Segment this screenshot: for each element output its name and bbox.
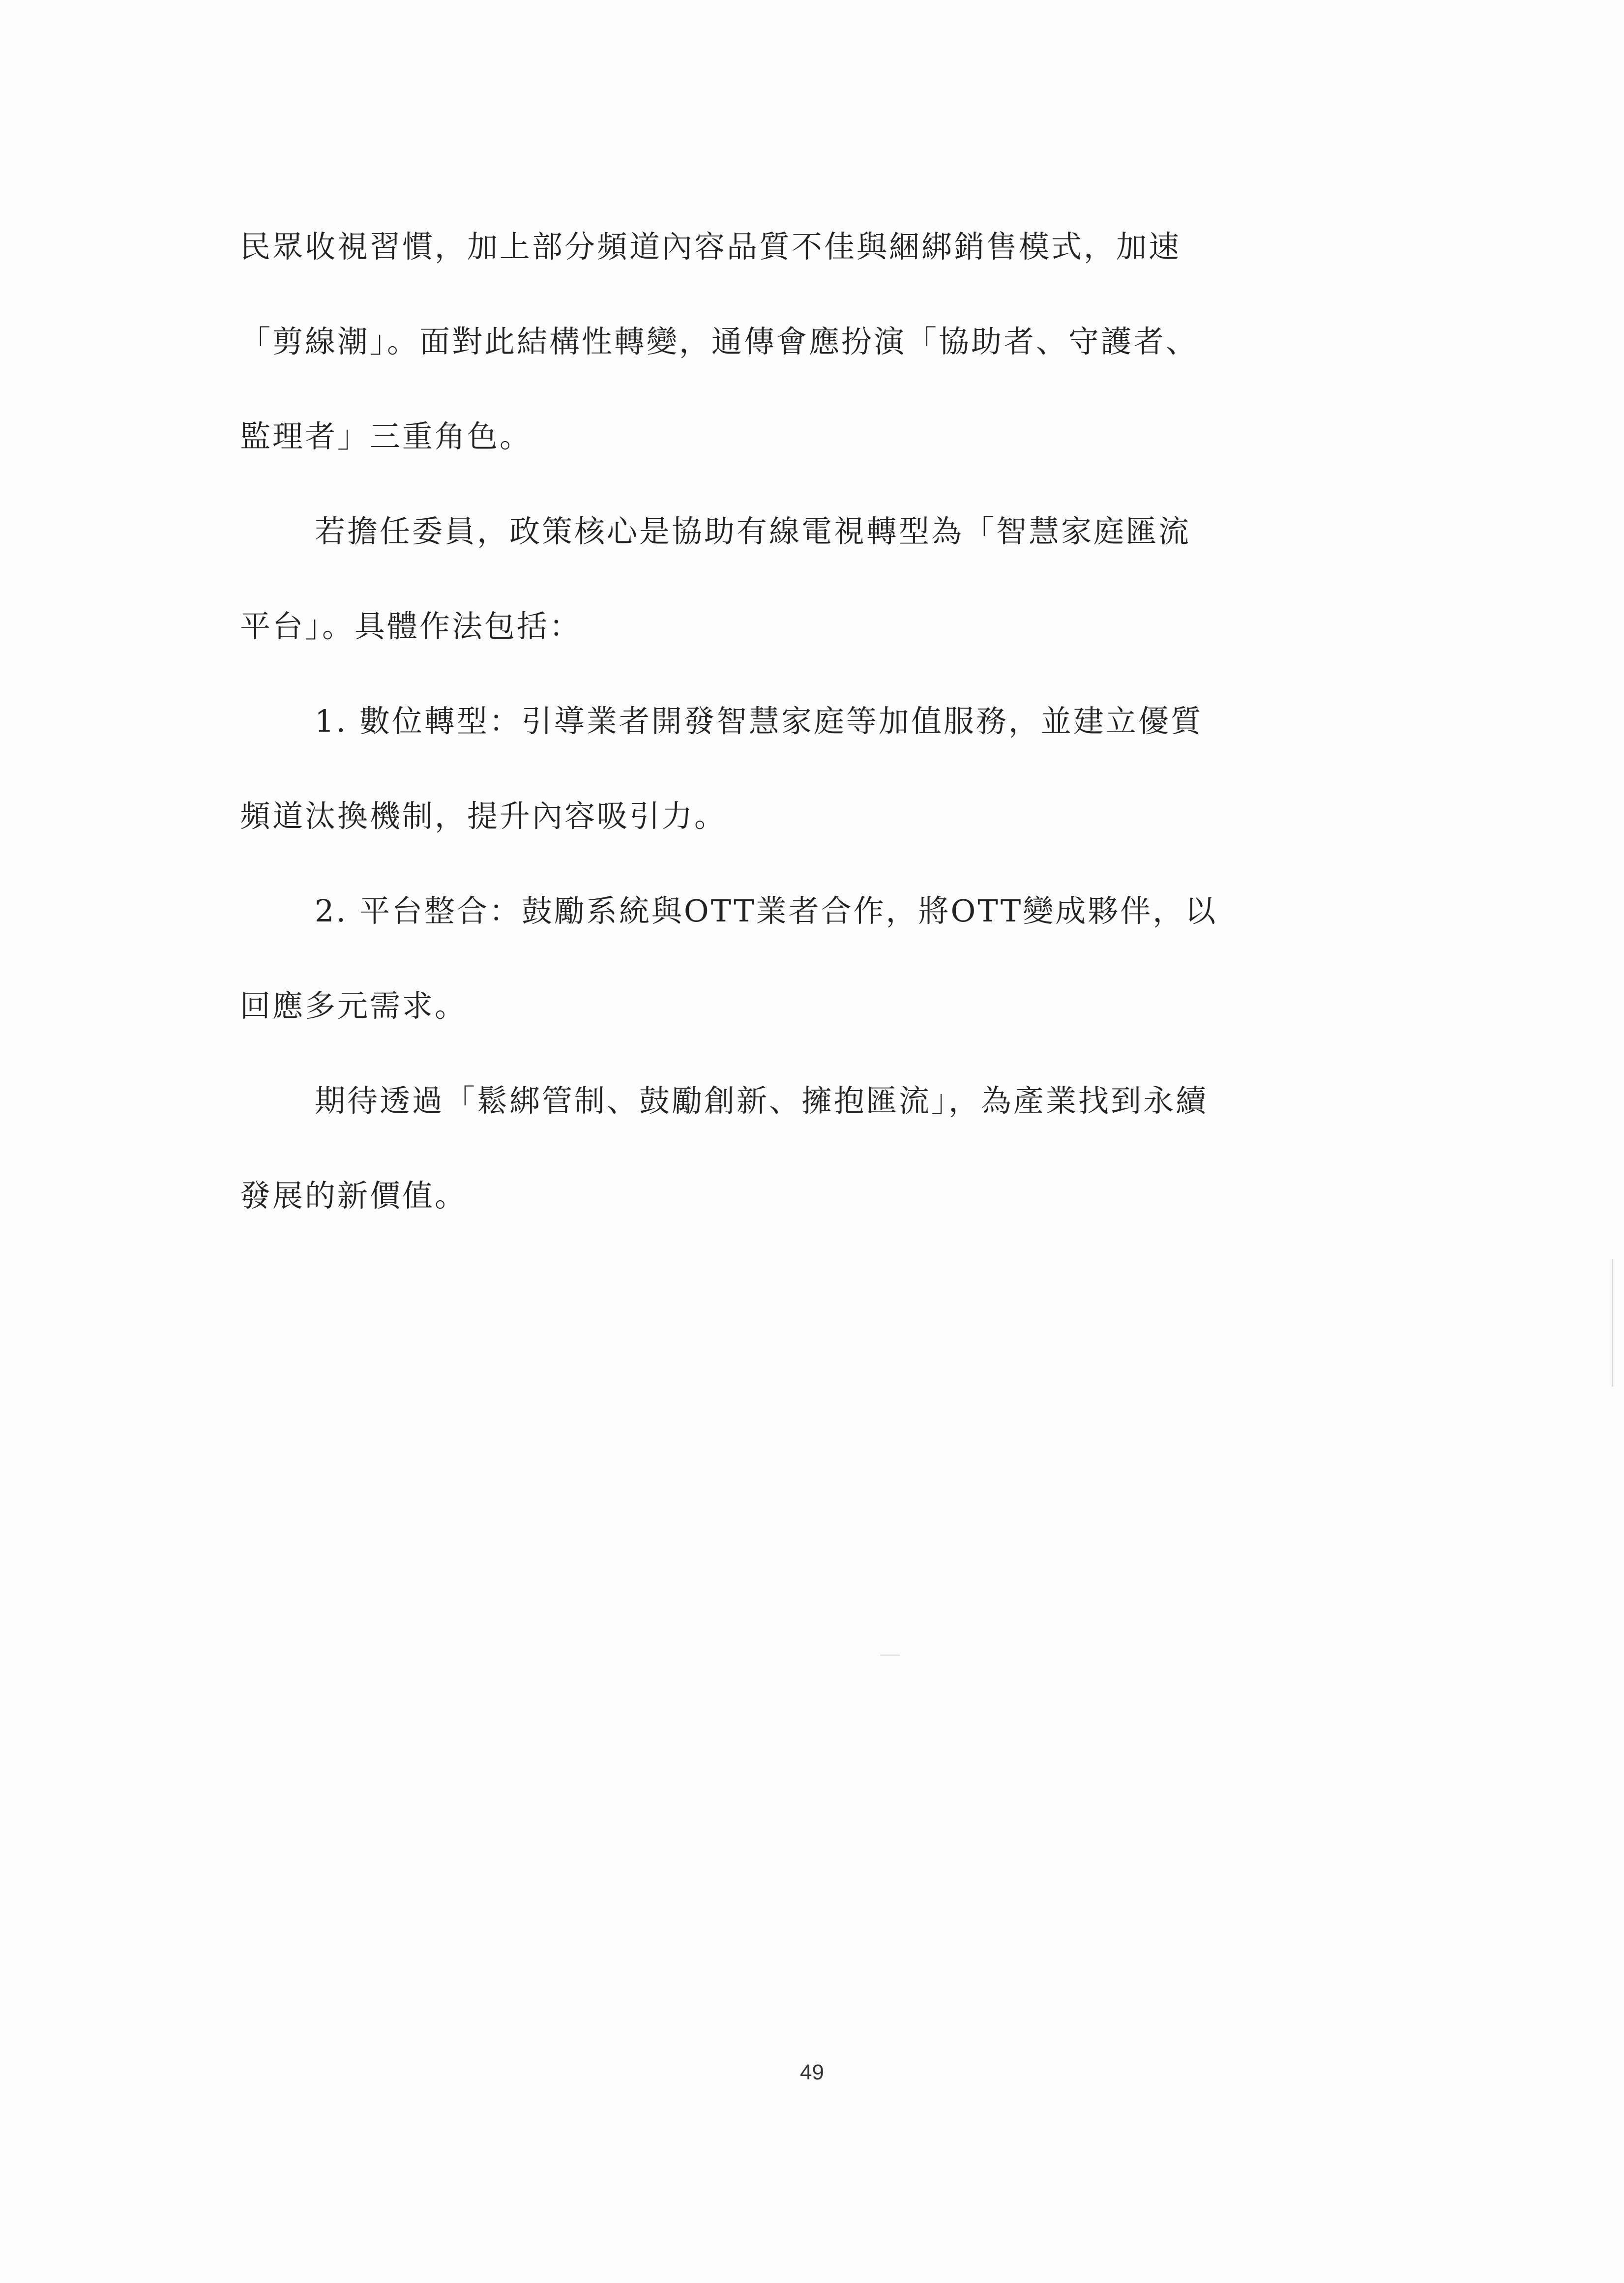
paragraph-2-line-2: 平台」。具體作法包括： xyxy=(240,608,582,644)
scan-artifact-margin xyxy=(1612,1259,1613,1387)
page-number: 49 xyxy=(800,2060,824,2084)
scan-artifact-speck xyxy=(880,1655,900,1656)
list-item-2-line-2: 回應多元需求。 xyxy=(240,988,468,1024)
paragraph-2-line-1: 若擔任委員，政策核心是協助有線電視轉型為「智慧家庭匯流 xyxy=(315,513,1191,549)
paragraph-1-line-1: 民眾收視習慣，加上部分頻道內容品質不佳與綑綁銷售模式，加速 xyxy=(240,229,1181,265)
list-item-1-line-1: 1. 數位轉型：引導業者開發智慧家庭等加值服務，並建立優質 xyxy=(315,703,1203,739)
paragraph-1-line-3: 監理者」三重角色。 xyxy=(240,418,532,454)
list-item-1-line-2: 頻道汰換機制，提升內容吸引力。 xyxy=(240,798,727,834)
paragraph-1-line-2: 「剪線潮」。面對此結構性轉變，通傳會應扮演「協助者、守護者、 xyxy=(240,324,1199,359)
list-item-2-line-1: 2. 平台整合：鼓勵系統與OTT業者合作，將OTT變成夥伴，以 xyxy=(315,893,1218,929)
paragraph-3-line-2: 發展的新價值。 xyxy=(240,1178,468,1214)
paragraph-3-line-1: 期待透過「鬆綁管制、鼓勵創新、擁抱匯流」，為產業找到永續 xyxy=(315,1083,1209,1119)
